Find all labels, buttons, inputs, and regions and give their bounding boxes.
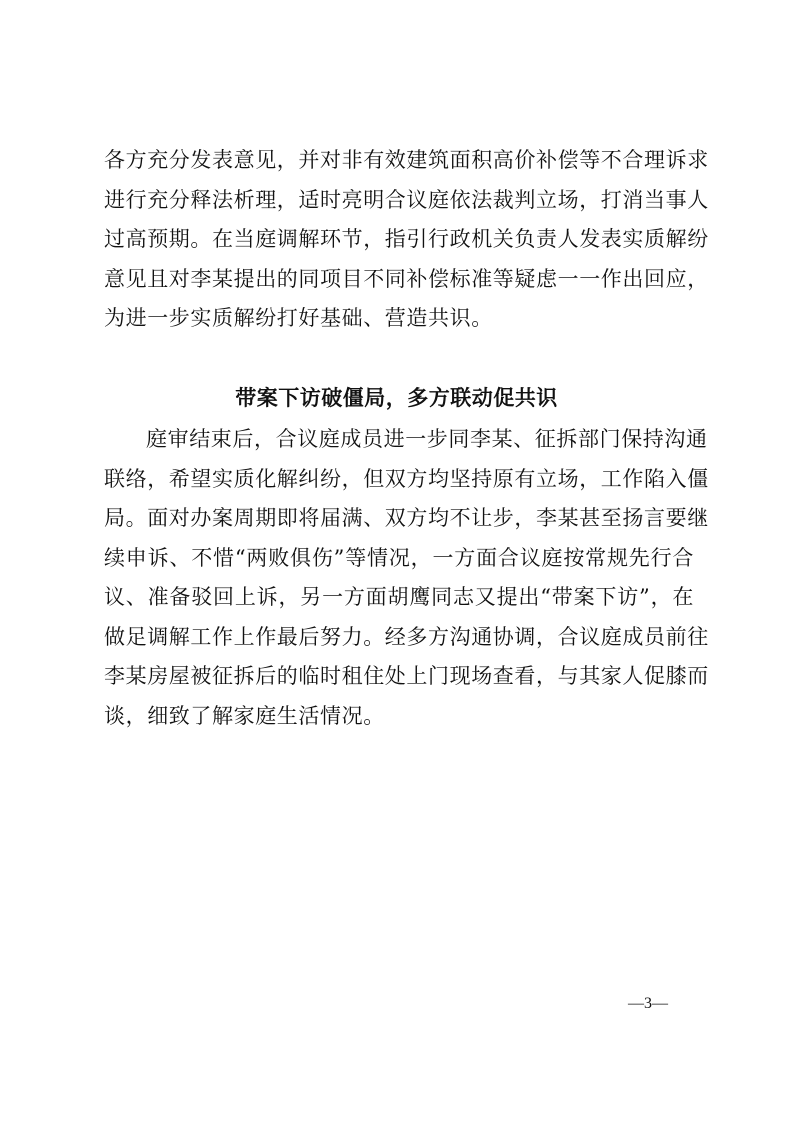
paragraph-2-line: 李某房屋被征拆后的临时租住处上门现场查看，与其家人促膝而 — [104, 664, 709, 688]
section-heading: 带案下访破僵局，多方联动促共识 — [235, 386, 558, 410]
paragraph-1-line: 为进一步实质解纷打好基础、营造共识。 — [104, 306, 493, 330]
page-number: —3— — [628, 995, 668, 1012]
paragraph-2-line: 议、准备驳回上诉，另一方面胡鹰同志又提出“带案下访”，在 — [104, 585, 694, 609]
paragraph-1-line: 过高预期。在当庭调解环节，指引行政机关负责人发表实质解纷 — [104, 227, 709, 251]
paragraph-2-line: 谈，细致了解家庭生活情况。 — [104, 703, 385, 728]
paragraph-2-line: 做足调解工作上作最后努力。经多方沟通协调，合议庭成员前往 — [104, 624, 709, 649]
paragraph-1-line: 各方充分发表意见，并对非有效建筑面积高价补偿等不合理诉求 — [104, 148, 709, 172]
paragraph-1-line: 进行充分释法析理，适时亮明合议庭依法裁判立场，打消当事人 — [104, 187, 709, 212]
paragraph-2-line: 庭审结束后，合议庭成员进一步同李某、征拆部门保持沟通 — [146, 427, 708, 451]
paragraph-2-line: 续申诉、不惜“两败俱伤”等情况，一方面合议庭按常规先行合 — [104, 545, 694, 570]
paragraph-1-line: 意见且对李某提出的同项目不同补偿标准等疑虑一一作出回应， — [104, 266, 709, 291]
paragraph-2-line: 联络，希望实质化解纠纷，但双方均坚持原有立场，工作陷入僵 — [104, 466, 709, 491]
paragraph-2-line: 局。面对办案周期即将届满、双方均不让步，李某甚至扬言要继 — [104, 506, 709, 530]
paragraph-1 — [104, 141, 709, 339]
paragraph-2 — [104, 420, 709, 736]
